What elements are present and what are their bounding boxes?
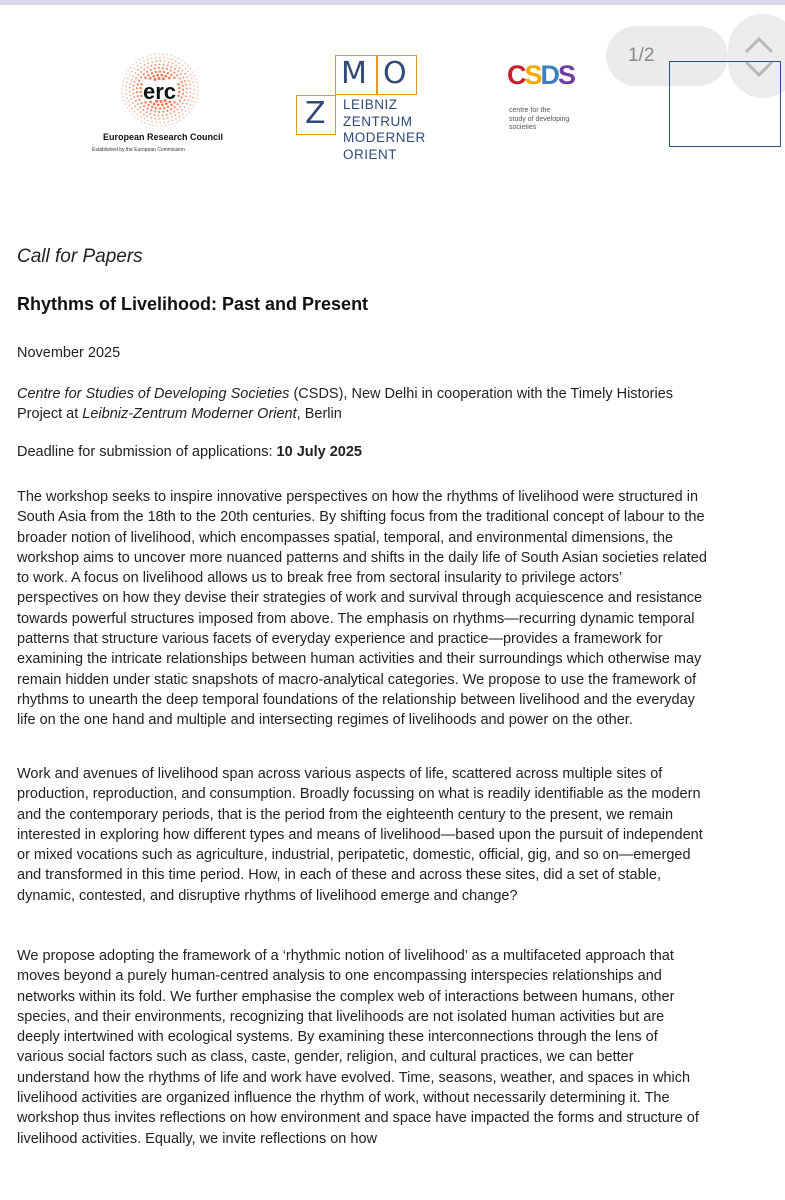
erc-dot <box>152 75 155 78</box>
erc-dot <box>129 74 131 76</box>
erc-dot <box>194 75 195 76</box>
erc-dot <box>130 67 131 68</box>
erc-dot <box>143 118 145 120</box>
erc-dot <box>184 106 186 108</box>
erc-dot <box>144 64 146 66</box>
erc-dot <box>167 106 170 109</box>
erc-dot <box>140 116 142 118</box>
erc-dot <box>129 95 131 97</box>
erc-dot <box>127 78 129 80</box>
erc-dot <box>189 84 191 86</box>
erc-dot <box>187 65 188 66</box>
erc-dot <box>145 122 146 123</box>
erc-dot <box>166 110 168 112</box>
erc-dot <box>130 98 132 100</box>
csds-subtitle-line: societies <box>509 124 537 131</box>
erc-dot <box>146 56 147 57</box>
erc-dot <box>129 87 131 89</box>
erc-dot <box>161 125 162 126</box>
erc-dot <box>155 121 157 123</box>
erc-dot <box>180 73 182 75</box>
erc-dot <box>125 104 126 105</box>
zmo-line: ORIENT <box>343 146 398 162</box>
erc-dot <box>136 61 137 62</box>
erc-dot <box>153 114 155 116</box>
erc-dot <box>179 106 181 108</box>
erc-dot <box>170 55 171 56</box>
erc-dot <box>168 61 170 63</box>
zmo-letter-o: O <box>383 56 407 91</box>
erc-dot <box>167 121 169 123</box>
erc-dot <box>147 66 149 68</box>
erc-dot <box>165 125 166 126</box>
erc-dot <box>189 112 190 113</box>
erc-dot <box>185 111 187 113</box>
erc-dot <box>175 64 177 66</box>
erc-dot <box>133 96 135 98</box>
csds-subtitle <box>509 107 574 133</box>
erc-dot <box>189 95 191 97</box>
erc-dot <box>147 104 150 107</box>
erc-dot <box>193 105 194 106</box>
erc-dot <box>188 99 190 101</box>
viewer-top-bar <box>0 0 785 5</box>
erc-dot <box>154 54 155 55</box>
erc-dot <box>122 96 123 97</box>
erc-dot <box>159 122 161 124</box>
erc-dot <box>174 68 176 70</box>
erc-dot <box>158 111 160 113</box>
erc-logo <box>98 52 228 162</box>
erc-dot <box>154 64 156 66</box>
erc-dot <box>153 67 155 69</box>
erc-dot <box>158 53 159 54</box>
erc-dot <box>143 105 145 107</box>
erc-dot <box>179 77 181 79</box>
erc-dot <box>150 109 152 111</box>
erc-dot <box>163 71 166 74</box>
erc-dot <box>132 64 133 65</box>
erc-dot <box>134 105 136 107</box>
erc-dot <box>140 66 142 68</box>
erc-dot <box>172 63 174 65</box>
erc-dot <box>155 57 157 59</box>
erc-dot <box>191 109 192 110</box>
erc-dot <box>152 125 153 126</box>
erc-dot <box>182 76 184 78</box>
deadline-label: Deadline for submission of applications: <box>17 444 277 460</box>
erc-dot <box>179 116 181 118</box>
erc-dot <box>125 74 126 75</box>
erc-dot <box>136 65 138 67</box>
erc-dot <box>189 87 191 89</box>
erc-dot <box>138 99 140 101</box>
erc-dot <box>131 71 133 73</box>
erc-dot <box>134 111 136 113</box>
erc-dot <box>175 60 177 62</box>
erc-dot <box>140 76 142 78</box>
erc-dot <box>163 121 165 123</box>
erc-dot <box>139 91 142 94</box>
erc-dot <box>149 113 151 115</box>
erc-dot <box>134 81 136 83</box>
erc-dot <box>137 114 139 116</box>
paragraph: The workshop seeks to inspire innovative perspectives on how the rhythms of livelihood were structured in South Asia from the 18th to the 20th centuries. By shifting focus from the traditional concept of labour to the broader notion of livelihood, which encompasses spatial, temporal, and environmental dimensions, the workshop aims to uncover more nuanced patterns and shifts in the daily life of South Asian societies related to work. A focus on livelihood allows us to break free from sectoral insularity to privilege actors’ perspectives on how they devise their strategies of work and survival through acquiescence and resistance towards powerful structures imposed from above. The emphasis on rhythms—recurring dynamic temporal patterns that structure various facets of everyday experience and practice—provides a framework for examining the intricate relationships between human activities and their surroundings which otherwise may remain hidden under static snapshots of macro-analytical categories. We propose to use the framework of rhythms to unearth the deep temporal foundations of the relationship between livelihood and the everyday life on the one hand and multiple and intersecting regimes of livelihoods and power on the other. <box>17 489 707 729</box>
erc-dot <box>150 54 151 55</box>
erc-dot <box>196 82 197 83</box>
erc-dot <box>139 106 141 108</box>
erc-dot <box>166 114 168 116</box>
erc-dot <box>137 74 139 76</box>
erc-dot <box>177 70 179 72</box>
csds-letter: C <box>507 60 525 90</box>
erc-dot <box>176 103 178 105</box>
erc-dot <box>173 123 174 124</box>
erc-dot <box>166 68 168 70</box>
erc-dot <box>174 56 175 57</box>
erc-dot <box>147 62 149 64</box>
erc-dot <box>167 117 169 119</box>
erc-subtitle: Established by the European Commission <box>92 147 185 153</box>
erc-dot <box>182 93 184 95</box>
erc-dot <box>129 111 130 112</box>
erc-dot <box>127 70 128 71</box>
erc-dot <box>197 94 198 95</box>
erc-dot <box>193 85 195 87</box>
erc-dot <box>137 83 139 85</box>
erc-dot <box>157 114 159 116</box>
erc-dot <box>189 74 191 76</box>
erc-dot <box>191 101 193 103</box>
csds-letter: S <box>558 60 575 90</box>
erc-dot <box>133 85 135 87</box>
erc-dot <box>146 107 148 109</box>
erc-dot <box>122 92 123 93</box>
erc-dot <box>175 114 177 116</box>
erc-dot <box>139 87 142 90</box>
zmo-full-name: Leibniz-Zentrum Moderner Orient <box>82 406 297 422</box>
erc-dot <box>185 84 187 86</box>
erc-dot <box>146 111 148 113</box>
erc-name: European Research Council <box>103 132 224 142</box>
erc-dot <box>164 60 166 62</box>
erc-dot <box>129 104 131 106</box>
erc-dot <box>147 59 149 61</box>
erc-dot <box>150 69 152 71</box>
erc-dot <box>171 59 173 61</box>
erc-dot <box>132 92 134 94</box>
erc-dot <box>179 100 181 102</box>
erc-dot <box>182 85 184 87</box>
page-indicator-text: 1/2 <box>628 45 655 66</box>
erc-dot <box>163 107 166 110</box>
erc-dot <box>191 78 193 80</box>
erc-dot <box>137 95 139 97</box>
erc-dot <box>181 96 183 98</box>
erc-dot <box>178 62 180 64</box>
document-date: November 2025 <box>17 345 121 361</box>
erc-dot <box>155 107 158 110</box>
erc-dot <box>186 88 188 90</box>
deadline-date: 10 July 2025 <box>276 444 362 460</box>
erc-dot <box>171 116 173 118</box>
erc-dot <box>155 71 158 74</box>
erc-dot <box>140 111 142 113</box>
erc-dot <box>154 110 156 112</box>
erc-dot <box>188 80 190 82</box>
erc-dot <box>125 85 127 87</box>
erc-dot <box>132 75 134 77</box>
erc-dot <box>193 93 195 95</box>
erc-dot <box>142 57 143 58</box>
erc-dot <box>126 82 128 84</box>
org-text: (CSDS), New Delhi in cooperation with the Timely Histories Project at <box>17 386 674 422</box>
erc-dot <box>196 98 197 99</box>
erc-dot <box>151 106 154 109</box>
erc-dot <box>122 89 123 90</box>
erc-dot <box>150 65 152 67</box>
erc-dot <box>197 86 198 87</box>
erc-dot <box>138 80 140 82</box>
erc-dot <box>189 104 191 106</box>
erc-dot <box>179 67 181 69</box>
erc-dot <box>192 97 194 99</box>
erc-dot <box>143 60 145 62</box>
erc-dot <box>175 118 177 120</box>
erc-mark-text: erc <box>143 79 177 104</box>
csds-wordmark <box>507 62 574 89</box>
erc-dot <box>185 67 187 69</box>
erc-dot <box>182 102 184 104</box>
erc-dot <box>141 121 142 122</box>
erc-dot <box>125 93 127 95</box>
erc-dot <box>170 69 172 71</box>
erc-dot <box>132 88 134 90</box>
erc-dot <box>132 102 134 104</box>
csds-subtitle-line: centre for the <box>509 107 551 114</box>
erc-dot <box>162 67 164 69</box>
erc-dot <box>186 76 188 78</box>
erc-dot <box>159 70 162 73</box>
csds-letter: S <box>524 60 541 90</box>
erc-dot <box>135 77 137 79</box>
erc-dot <box>146 71 148 73</box>
erc-dot <box>182 113 184 115</box>
erc-dot <box>148 124 149 125</box>
erc-dot <box>160 74 163 77</box>
erc-dot <box>181 60 182 61</box>
erc-dot <box>187 71 189 73</box>
erc-dot <box>140 62 142 64</box>
erc-dot <box>173 111 175 113</box>
zmo-line: ZENTRUM <box>343 113 413 129</box>
erc-dot <box>167 65 169 67</box>
erc-dot <box>182 70 184 72</box>
zmo-name <box>343 97 426 163</box>
erc-dot <box>195 79 196 80</box>
erc-dot <box>147 120 149 122</box>
erc-dot <box>147 115 149 117</box>
erc-dot <box>171 119 173 121</box>
erc-dot <box>147 74 150 77</box>
erc-dot <box>173 106 175 108</box>
erc-dot <box>137 103 139 105</box>
erc-dot <box>127 107 128 108</box>
erc-dot <box>167 72 170 75</box>
erc-dot <box>131 79 133 81</box>
erc-dot <box>127 101 129 103</box>
erc-dot <box>169 112 171 114</box>
erc-dot <box>142 109 144 111</box>
erc-dot <box>125 89 127 91</box>
erc-dot <box>177 83 180 86</box>
zmo-logo <box>296 55 446 175</box>
erc-dot <box>151 72 154 75</box>
erc-dot <box>134 116 135 117</box>
erc-dot <box>158 67 160 69</box>
erc-dot <box>134 72 136 74</box>
erc-dot <box>170 66 172 68</box>
erc-dot <box>159 60 161 62</box>
csds-subtitle-line: study of developing <box>509 115 570 123</box>
erc-dot <box>186 103 188 105</box>
erc-dot <box>170 74 173 77</box>
erc-dot <box>143 73 145 75</box>
erc-dot <box>163 57 165 59</box>
erc-dot <box>156 125 157 126</box>
erc-dot <box>186 115 187 116</box>
erc-dot <box>186 91 188 93</box>
erc-dot <box>169 124 170 125</box>
selection-outline <box>669 61 781 147</box>
erc-dot <box>159 57 161 59</box>
csds-logo <box>507 62 574 133</box>
erc-dot <box>137 69 139 71</box>
erc-dot <box>136 91 138 93</box>
erc-dot <box>162 53 163 54</box>
erc-dot <box>161 114 163 116</box>
zmo-letter-m: M <box>341 56 367 91</box>
erc-dot <box>124 77 125 78</box>
erc-dot <box>187 108 189 110</box>
erc-dot <box>178 87 181 90</box>
erc-dot <box>178 58 179 59</box>
erc-dot <box>176 108 178 110</box>
erc-dot <box>180 120 181 121</box>
erc-dot <box>156 74 159 77</box>
erc-dot <box>185 95 187 97</box>
erc-dot <box>151 58 153 60</box>
erc-dot <box>151 61 153 63</box>
erc-dot <box>178 91 181 94</box>
erc-dot <box>192 71 193 72</box>
erc-dot <box>184 80 186 82</box>
erc-dot <box>136 87 138 89</box>
erc-dot <box>126 97 128 99</box>
paragraph: Work and avenues of livelihood span across various aspects of life, scattered across multiple sites of production, reproduction, and consumption. Broadly focussing on what is readily identifiable as the modern and the contemporary periods, that is the period from the eighteenth century to the present, we remain interested in exploring how different types and means of livelihood—based upon the pursuit of independent or mixed vocations such as agriculture, industrial, peripatetic, domestic, official, gig, and so on—emerged and transformed in this time period. How, in each of these and across these sites, did a set of stable, dynamic, contested, and disruptive rhythms of livelihood emerge and change? <box>17 766 703 904</box>
erc-dot <box>123 81 124 82</box>
erc-dot <box>139 59 140 60</box>
zmo-line: MODERNER <box>343 130 426 145</box>
erc-dot <box>177 94 180 97</box>
erc-dot <box>158 63 160 65</box>
erc-dot <box>181 109 183 111</box>
erc-dot <box>134 68 136 70</box>
erc-dot <box>159 107 162 110</box>
deadline <box>17 444 707 460</box>
erc-dot <box>159 118 161 120</box>
erc-dot <box>176 74 178 76</box>
erc-dot <box>173 71 175 73</box>
erc-dot <box>123 100 124 101</box>
erc-dot <box>184 99 186 101</box>
erc-dot <box>166 54 167 55</box>
erc-dot <box>143 68 145 70</box>
erc-dot <box>137 119 138 120</box>
erc-dot <box>129 91 131 93</box>
erc-dot <box>143 114 145 116</box>
org-text-end: , Berlin <box>296 406 342 422</box>
erc-dot <box>163 64 165 66</box>
erc-dot <box>150 117 152 119</box>
csds-full-name: Centre for Studies of Developing Societies <box>17 386 290 402</box>
organizers <box>17 384 707 424</box>
erc-dot <box>163 118 165 120</box>
erc-dot <box>195 102 196 103</box>
erc-dot <box>162 111 164 113</box>
erc-dot <box>170 104 173 107</box>
erc-dot <box>189 91 191 93</box>
erc-dot <box>180 81 182 83</box>
erc-dot <box>190 68 191 69</box>
erc-dot <box>176 122 177 123</box>
erc-dot <box>151 121 153 123</box>
zmo-line: LEIBNIZ <box>343 97 398 112</box>
erc-dot <box>131 114 132 115</box>
csds-letter: D <box>540 60 559 90</box>
erc-dot <box>137 109 139 111</box>
erc-dot <box>155 60 157 62</box>
erc-dot <box>140 71 142 73</box>
erc-dot <box>182 89 184 91</box>
erc-dot <box>193 89 195 91</box>
paragraph: We propose adopting the framework of a ‘rhythmic notion of livelihood’ as a multifaceted approach that moves beyond a purely human-centred analysis to one encompassing interspecies relationships and networks within its fold. We further emphasise the complex web of interactions between humans, other species, and their environments, recognizing that livelihoods are not isolated human activities but are deeply intertwined with ecological systems. By examining these interconnections through the lens of various social factors such as class, caste, gender, religion, and cultural practices, we can better understand how the rhythms of life and work have evolved. Time, seasons, weather, and spaces in which livelihood activities are organized influence the rhythm of work, without necessarily determining it. The workshop thus invites reflections on how environment and space have impacted the forms and structure of livelihood activities. Equally, we invite reflections on how <box>17 948 699 1147</box>
erc-dot <box>167 58 169 60</box>
erc-dot <box>154 118 156 120</box>
erc-dot <box>184 62 185 63</box>
erc-dot <box>192 81 194 83</box>
erc-dot <box>135 100 137 102</box>
erc-dot <box>182 65 184 67</box>
erc-dot <box>178 112 180 114</box>
call-for-papers-label: Call for Papers <box>17 246 143 267</box>
erc-dot <box>183 117 184 118</box>
document-title: Rhythms of Livelihood: Past and Present <box>17 294 369 314</box>
erc-dot <box>131 108 133 110</box>
erc-dot <box>170 108 172 110</box>
erc-dot <box>164 75 167 78</box>
erc-dot <box>129 83 131 85</box>
zmo-letter-z: Z <box>305 96 326 131</box>
erc-dot <box>197 90 198 91</box>
erc-dot <box>184 73 186 75</box>
erc-dot <box>122 85 123 86</box>
